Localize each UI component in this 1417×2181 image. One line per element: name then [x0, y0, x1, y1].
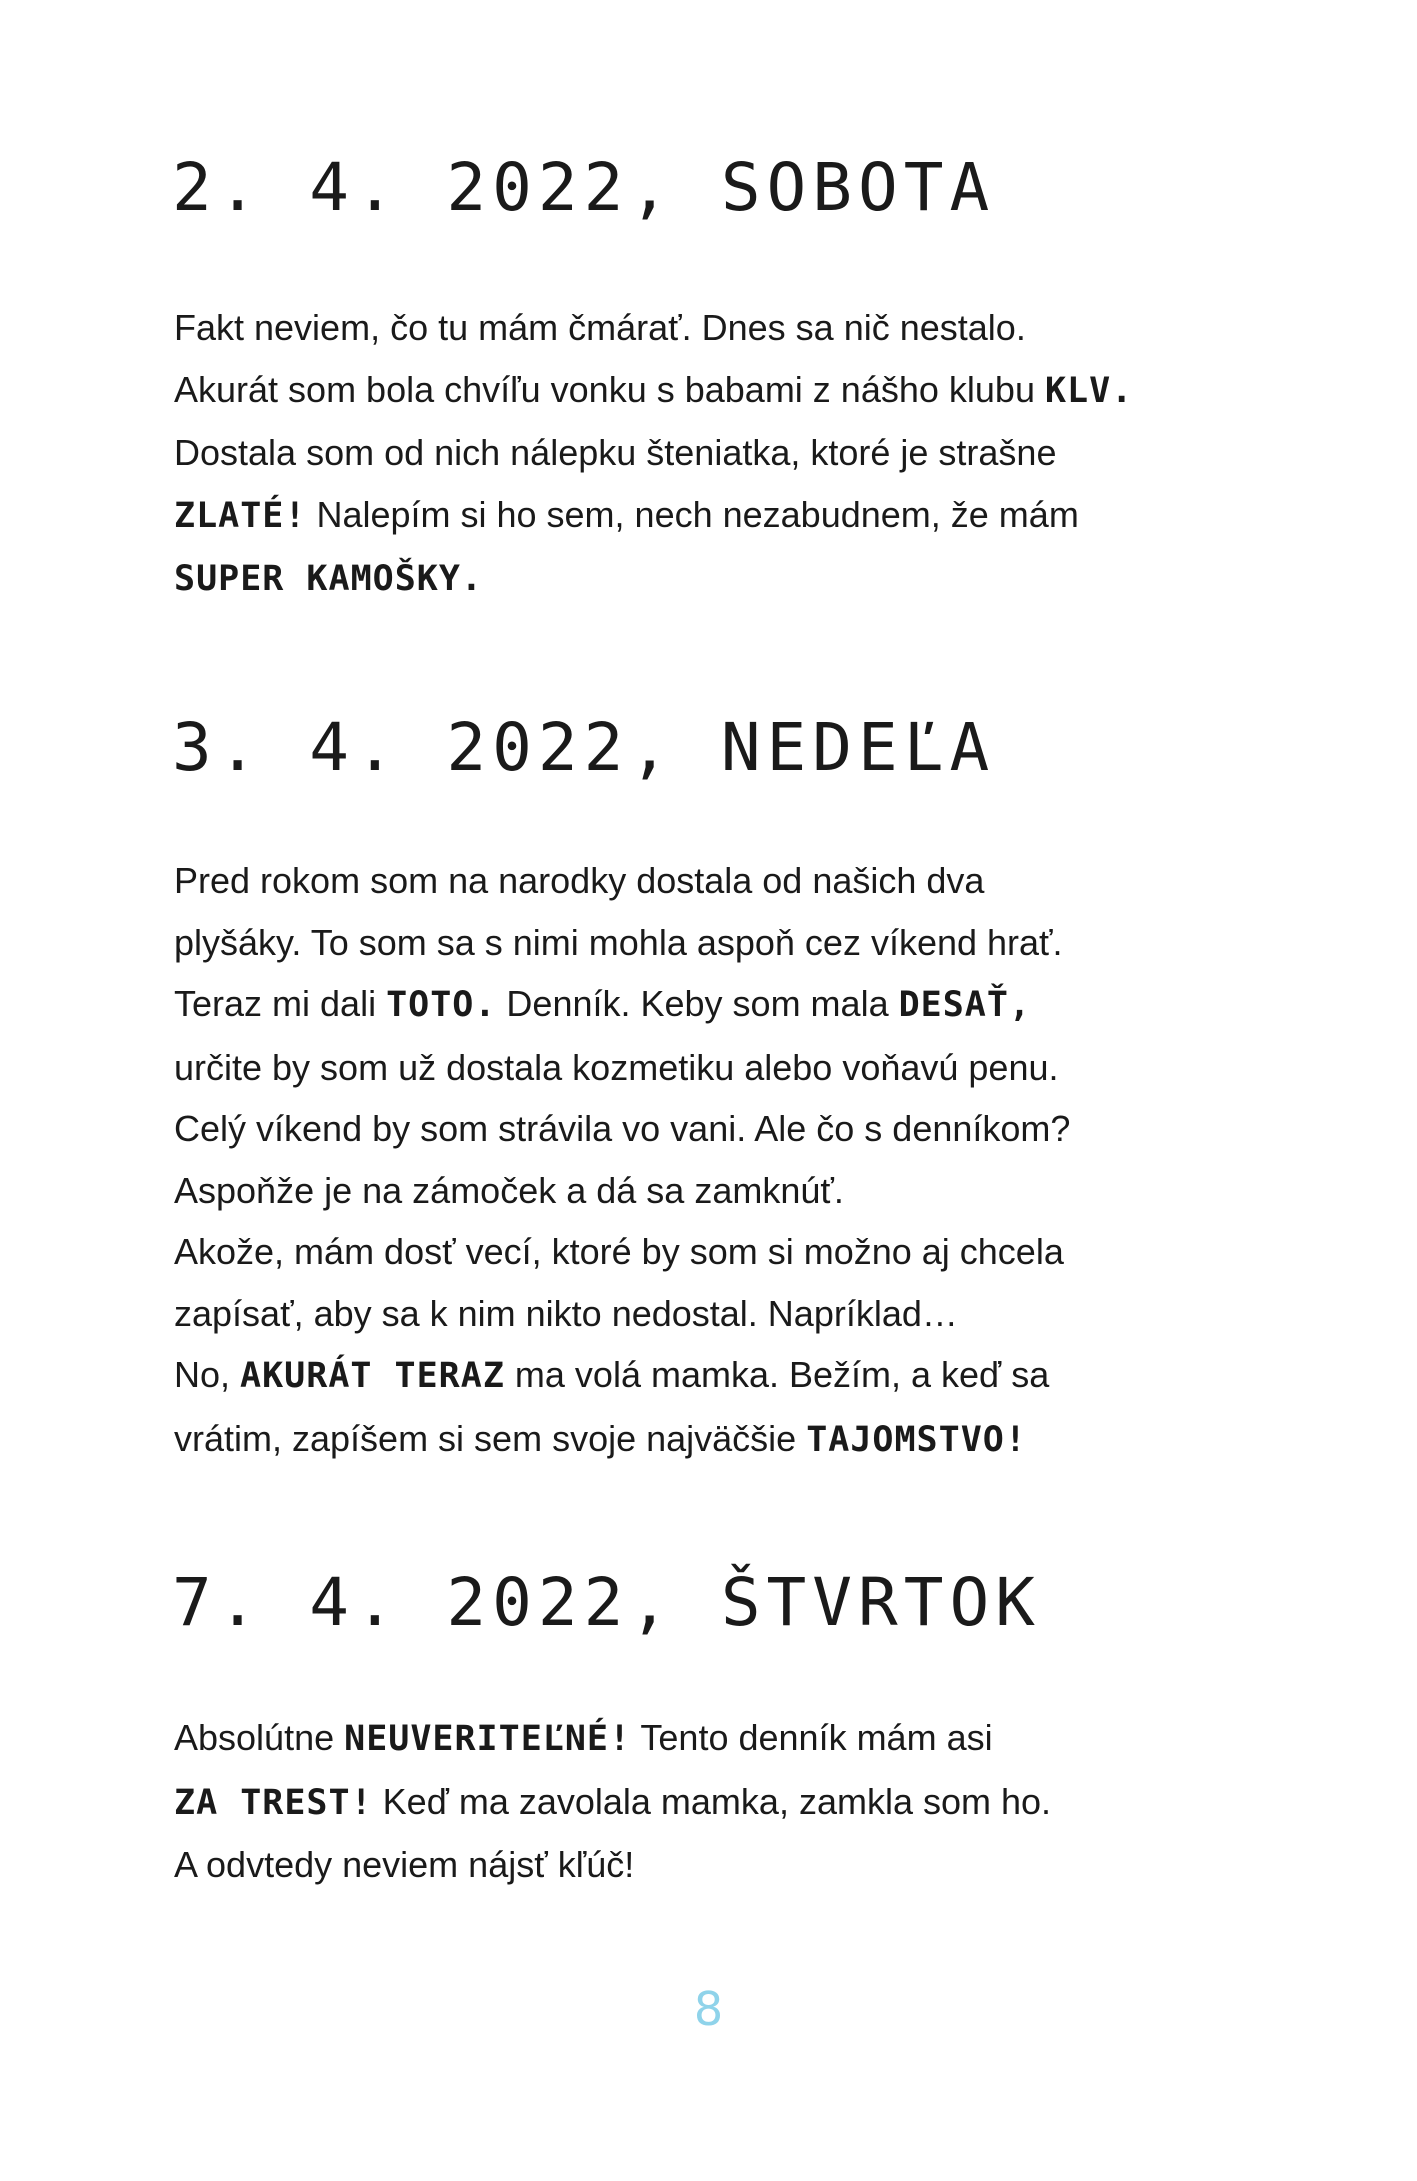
text-segment: ma volá mamka. Bežím, a keď sa — [504, 1354, 1050, 1395]
text-line — [174, 1408, 1324, 1472]
entry-heading-2: 3. 4. 2022, NEDEĽA — [172, 709, 996, 786]
text-line — [174, 1283, 1324, 1345]
handwritten-emphasis: SUPER KAMOŠKY. — [174, 559, 484, 599]
text-segment: Aspoňže je na zámoček a dá sa zamknúť. — [174, 1169, 844, 1211]
text-segment: Nalepím si ho sem, nech nezabudnem, že mám — [306, 493, 1079, 535]
text-segment: určite by som už dostala kozmetiku alebo voňavú penu. — [174, 1046, 1059, 1088]
handwritten-emphasis: TAJOMSTVO! — [806, 1419, 1027, 1460]
text-segment: Celý víkend by som strávila vo vani. Ale čo s denníkom? — [174, 1108, 1071, 1149]
handwritten-emphasis: AKURÁT TERAZ — [240, 1356, 505, 1396]
text-line — [174, 850, 1324, 912]
text-line — [174, 1221, 1324, 1283]
entry-heading-3: 7. 4. 2022, ŠTVRTOK — [172, 1564, 1041, 1641]
text-segment: Teraz mi dali — [174, 983, 387, 1024]
text-line — [174, 359, 1324, 423]
text-segment: vrátim, zapíšem si sem svoje najväčšie — [174, 1417, 807, 1459]
handwritten-emphasis: TOTO. — [386, 985, 497, 1025]
text-segment: Absolútne — [174, 1717, 345, 1758]
text-segment: Fakt neviem, čo tu mám čmárať. Dnes sa nič nestalo. — [174, 307, 1026, 348]
page-number: 8 — [693, 1982, 724, 2036]
text-line — [174, 973, 1324, 1037]
text-line — [174, 1098, 1324, 1160]
text-segment: zapísať, aby sa k nim nikto nedostal. Napríklad… — [174, 1292, 958, 1334]
handwritten-emphasis: ZLATÉ! — [174, 495, 307, 536]
text-segment: Pred rokom som na narodky dostala od našich dva — [174, 860, 985, 901]
text-line — [174, 912, 1324, 974]
text-segment: Akurát som bola chvíľu vonku s babami z nášho klubu — [174, 368, 1045, 410]
text-line — [174, 1037, 1324, 1099]
entry-heading-1: 2. 4. 2022, SOBOTA — [172, 149, 996, 226]
text-segment: Keď ma zavolala mamka, zamkla som ho. — [372, 1780, 1052, 1822]
text-segment: Denník. Keby som mala — [496, 983, 899, 1024]
text-line — [174, 1707, 1324, 1771]
text-line — [174, 484, 1324, 548]
text-line — [174, 422, 1324, 484]
handwritten-emphasis: DESAŤ, — [898, 985, 1032, 1025]
text-segment: No, — [174, 1354, 241, 1395]
text-line — [174, 547, 1324, 611]
text-segment: plyšáky. To som sa s nimi mohla aspoň cez víkend hrať. — [174, 921, 1063, 963]
entry-text-3 — [174, 1707, 1324, 1896]
text-line — [174, 1771, 1324, 1835]
text-segment: Tento denník mám asi — [631, 1717, 993, 1758]
text-line — [174, 1344, 1324, 1408]
text-line — [174, 1834, 1324, 1896]
entry-text-2 — [174, 850, 1324, 1471]
text-segment: Akože, mám dosť vecí, ktoré by som si možno aj chcela — [174, 1231, 1064, 1272]
text-line — [174, 1160, 1324, 1222]
handwritten-emphasis: NEUVERITEĽNÉ! — [344, 1719, 632, 1759]
handwritten-emphasis: ZA TREST! — [174, 1782, 373, 1823]
text-line — [174, 297, 1324, 359]
entry-text-1 — [174, 297, 1324, 611]
handwritten-emphasis: KLV. — [1044, 370, 1134, 411]
text-segment: Dostala som od nich nálepku šteniatka, ktoré je strašne — [174, 432, 1057, 473]
text-segment: A odvtedy neviem nájsť kľúč! — [174, 1844, 635, 1885]
